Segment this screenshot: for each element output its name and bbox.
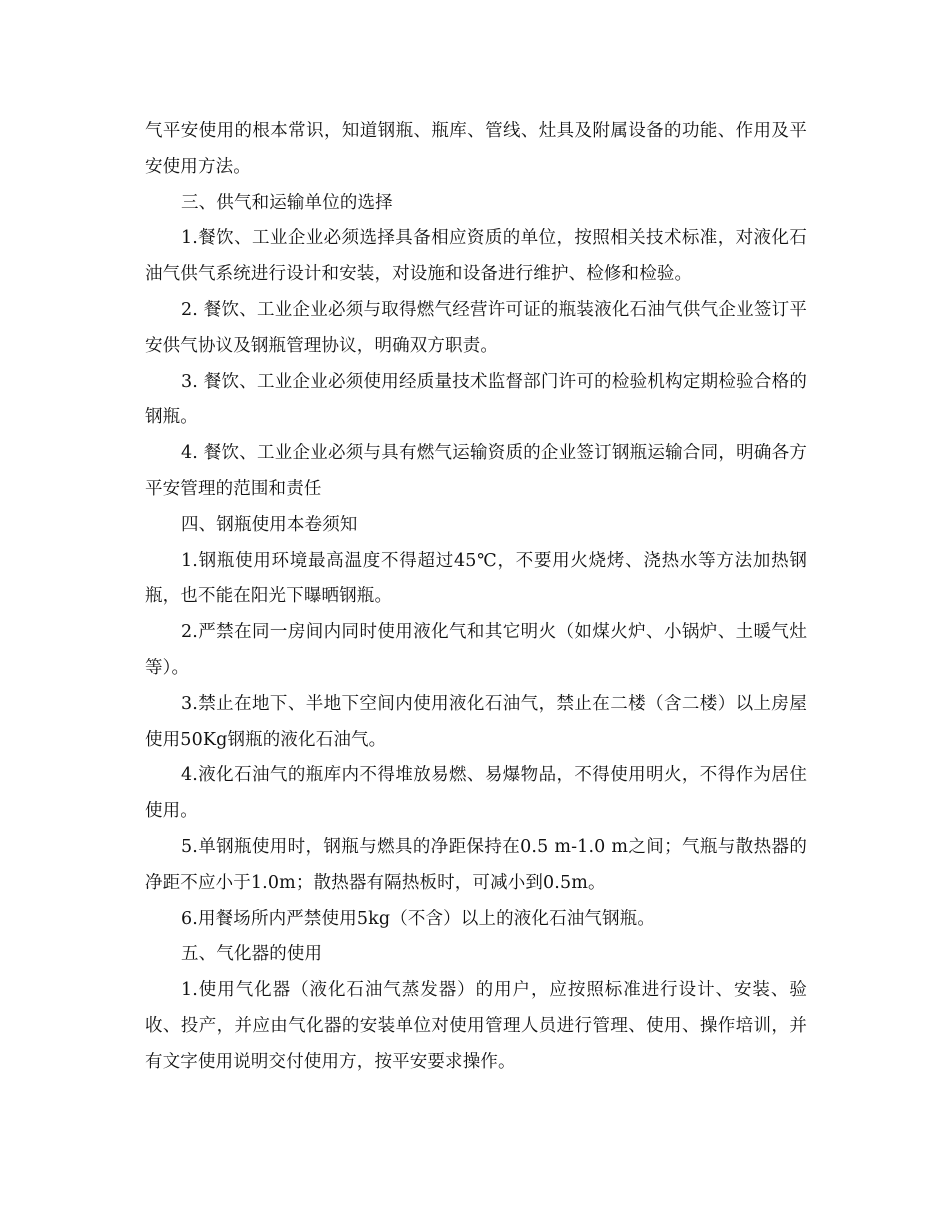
document-body xyxy=(145,114,807,1081)
paragraph: 1.使用气化器（液化石油气蒸发器）的用户，应按照标准进行设计、安装、验收、投产，并应由气化器的安装单位对使用管理人员进行管理、使用、操作培训，并有文字使用说明交付使用方，按平安要求操作。 xyxy=(145,980,807,1072)
paragraph: 1.餐饮、工业企业必须选择具备相应资质的单位，按照相关技术标准，对液化石油气供气系统进行设计和安装，对设施和设备进行维护、检修和检验。 xyxy=(145,228,807,285)
paragraph: 4.液化石油气的瓶库内不得堆放易燃、易爆物品，不得使用明火，不得作为居住使用。 xyxy=(145,765,807,822)
paragraph: 2.严禁在同一房间内同时使用液化气和其它明火（如煤火炉、小锅炉、土暖气灶等）。 xyxy=(145,622,807,678)
section-heading-4: 四、钢瓶使用本卷须知 xyxy=(181,514,358,535)
paragraph-continuation: 气平安使用的根本常识，知道钢瓶、瓶库、管线、灶具及附属设备的功能、作用及平安使用方法。 xyxy=(145,121,807,177)
paragraph: 6.用餐场所内严禁使用5kg（不含）以上的液化石油气钢瓶。 xyxy=(181,908,655,929)
paragraph: 2. 餐饮、工业企业必须与取得燃气经营许可证的瓶装液化石油气供气企业签订平安供气协议及钢瓶管理协议，明确双方职责。 xyxy=(145,299,807,356)
section-heading-5: 五、气化器的使用 xyxy=(181,944,323,965)
section-heading-3: 三、供气和运输单位的选择 xyxy=(181,192,393,213)
paragraph: 5.单钢瓶使用时，钢瓶与燃具的净距保持在0.5 m-1.0 m之间；气瓶与散热器的净距不应小于1.0m；散热器有隔热板时，可减小到0.5m。 xyxy=(145,836,807,893)
paragraph: 3.禁止在地下、半地下空间内使用液化石油气，禁止在二楼（含二楼）以上房屋使用50Kg钢瓶的液化石油气。 xyxy=(145,693,807,750)
paragraph: 3. 餐饮、工业企业必须使用经质量技术监督部门许可的检验机构定期检验合格的钢瓶。 xyxy=(145,371,807,428)
paragraph: 4. 餐饮、工业企业必须与具有燃气运输资质的企业签订钢瓶运输合同，明确各方平安管理的范围和责任 xyxy=(145,443,807,499)
paragraph: 1.钢瓶使用环境最高温度不得超过45℃，不要用火烧烤、浇热水等方法加热钢瓶，也不能在阳光下曝晒钢瓶。 xyxy=(145,550,807,607)
